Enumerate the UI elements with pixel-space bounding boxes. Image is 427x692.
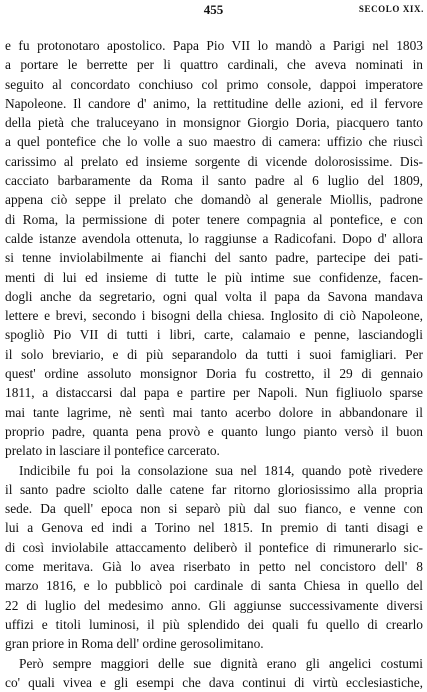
paragraph bbox=[5, 461, 423, 654]
text-line: calde istanze avendola ottenuta, lo raggiunse a Radicofani. Dopo d' allora bbox=[5, 229, 423, 248]
text-line: spogliò Pio VII di tutti i libri, carte, calamaio e penne, lasciandogli bbox=[5, 325, 423, 344]
text-line: a portare le berrette per li quattro cardinali, che aveva nominati in bbox=[5, 55, 423, 74]
text-line: gran priore in Roma dell' ordine gerosolimitano. bbox=[5, 634, 423, 653]
text-line: della pietà che traluceyano in monsignor Giorgio Doria, piacquero tanto bbox=[5, 113, 423, 132]
text-line: co' quali vivea e gli esempi che dava continui di virtù ecclesiastiche, bbox=[5, 673, 423, 692]
text-line: lettere e brevi, secondo i bisogni della chiesa. Inglosito di ciò Napoleone, bbox=[5, 306, 423, 325]
text-line: di Roma, la permissione di poter tenere compagnia al pontefice, e con bbox=[5, 210, 423, 229]
text-line: Però sempre maggiori delle sue dignità erano gli angelici costumi bbox=[5, 654, 423, 673]
paragraph bbox=[5, 36, 423, 461]
text-line: menti di lui ed insieme di tutte le più intime sue confidenze, facen- bbox=[5, 268, 423, 287]
paragraph bbox=[5, 654, 423, 692]
body-text bbox=[5, 36, 423, 692]
text-line: Napoleone. Il candore d' animo, la rettitudine delle azioni, ed il fervore bbox=[5, 94, 423, 113]
text-line: sede. Da quell' epoca non si separò più dal suo fianco, e venne con bbox=[5, 499, 423, 518]
text-line: 1811, a distaccarsi dal papa e partire per Napoli. Nun figliuolo sparse bbox=[5, 383, 423, 402]
text-line: lui a Genova ed indi a Torino nel 1815. In premio di tanti disagi e bbox=[5, 518, 423, 537]
text-line: si tenne inviolabilmente ai fianchi del santo padre, partecipe dei pati- bbox=[5, 248, 423, 267]
text-line: prelato in lasciare il pontefice carcerato. bbox=[5, 441, 423, 460]
text-line: quest' ordine assoluto monsignor Doria fu costretto, il 29 di gennaio bbox=[5, 364, 423, 383]
text-line: il solo breviario, e di più separandolo da tutti i suoi famigliari. Per bbox=[5, 345, 423, 364]
page-number: 455 bbox=[0, 2, 427, 18]
text-line: dogli anche da segretario, ogni qual volta il papa da Savona mandava bbox=[5, 287, 423, 306]
running-head: SECOLO XIX. bbox=[359, 4, 424, 14]
text-line: proprio padre, quanta pena provò e quanto lungo pianto versò il buon bbox=[5, 422, 423, 441]
text-line: cacciato barbaramente da Roma il santo padre al 6 luglio del 1809, bbox=[5, 171, 423, 190]
text-line: uffizi e titoli luminosi, il più splendido dei quali fu quello di crearlo bbox=[5, 615, 423, 634]
text-line: carissimo al prelato ed insieme sorgente di vicende dolorosissime. Dis- bbox=[5, 152, 423, 171]
text-line: appena ciò seppe il prelato che domandò al generale Miollis, padrone bbox=[5, 190, 423, 209]
text-line: a quel pontefice che lo volle a suo maestro di camera: uffizio che riuscì bbox=[5, 132, 423, 151]
text-line: e fu protonotaro apostolico. Papa Pio VII lo mandò a Parigi nel 1803 bbox=[5, 36, 423, 55]
text-line: mai tante lagrime, nè sentì mai tanto acerbo dolore in abbandonare il bbox=[5, 403, 423, 422]
text-line: il santo padre sciolto dalle catene far ritorno gloriosissimo alla propria bbox=[5, 480, 423, 499]
text-line: come meritava. Già lo avea riserbato in petto nel concistoro dell' 8 bbox=[5, 557, 423, 576]
text-line: di così inviolabile attaccamento deliberò il pontefice di rimunerarlo sic- bbox=[5, 538, 423, 557]
text-line: seguito al concordato conchiuso col primo console, dappoi imperatore bbox=[5, 75, 423, 94]
text-line: marzo 1816, e lo pubblicò poi cardinale di santa Chiesa in quello del bbox=[5, 576, 423, 595]
text-line: 22 di luglio del medesimo anno. Gli aggiunse successivamente diversi bbox=[5, 596, 423, 615]
text-line: Indicibile fu poi la consolazione sua nel 1814, quando potè rivedere bbox=[5, 461, 423, 480]
